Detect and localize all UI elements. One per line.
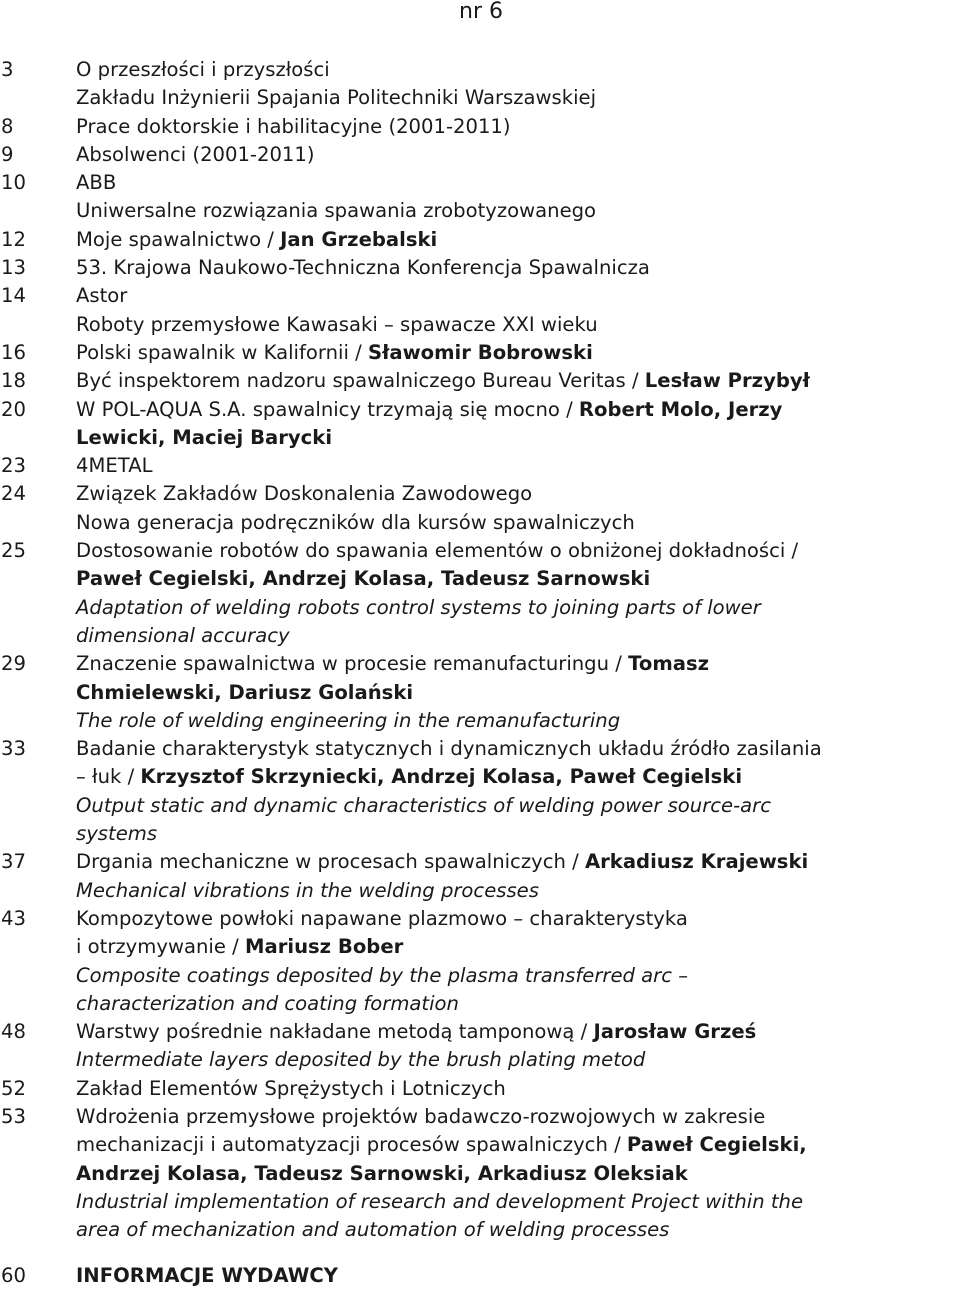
title-text: 53. Krajowa Naukowo-Techniczna Konferencja Spawalnicza [76, 256, 650, 280]
title-text: ABB [76, 171, 117, 195]
title-text: characterization and coating formation [76, 991, 459, 1015]
title-text: dimensional accuracy [76, 623, 290, 647]
title-line [76, 424, 960, 452]
english-title-line [76, 962, 960, 990]
toc-entry [0, 1103, 960, 1244]
author-names: Mariusz Bober [244, 935, 404, 959]
author-names: Paweł Cegielski, [626, 1133, 807, 1157]
page-number: 8 [1, 114, 14, 138]
page-number: 33 [1, 737, 26, 761]
english-title-line [76, 707, 960, 735]
english-title-line [76, 820, 960, 848]
title-text: 4METAL [76, 454, 153, 478]
title-line [76, 84, 960, 112]
page-number: 25 [1, 539, 26, 563]
title-text: Być inspektorem nadzoru spawalniczego Bureau Veritas / [76, 369, 645, 393]
title-line [76, 1262, 960, 1290]
entry-text [76, 1262, 960, 1290]
page-number: 23 [1, 454, 26, 478]
entry-text [76, 169, 960, 226]
toc-entry [0, 141, 960, 169]
title-line [76, 537, 960, 565]
toc-entry [0, 169, 960, 226]
entry-text [76, 1018, 960, 1075]
title-line [76, 509, 960, 537]
page-number: 48 [1, 1020, 26, 1044]
author-names: Lesław Przybył [644, 369, 810, 393]
page-number: 29 [1, 652, 26, 676]
entry-text [76, 367, 960, 395]
author-names: Sławomir Bobrowski [367, 340, 593, 364]
entry-text [76, 1075, 960, 1103]
toc-entry [0, 396, 960, 453]
entry-text [76, 905, 960, 1018]
title-line [76, 1131, 960, 1159]
title-text: Polski spawalnik w Kalifornii / [76, 340, 368, 364]
title-line [76, 339, 960, 367]
issue-number: nr 6 [459, 0, 503, 24]
entry-text [76, 226, 960, 254]
page-number: 24 [1, 482, 26, 506]
toc-entry [0, 339, 960, 367]
entry-text [76, 56, 960, 113]
title-line [76, 480, 960, 508]
entry-text [76, 113, 960, 141]
english-title-line [76, 1046, 960, 1074]
toc-entry [0, 1262, 960, 1290]
title-line [76, 565, 960, 593]
title-line [76, 905, 960, 933]
title-line [76, 254, 960, 282]
english-title-line [76, 1188, 960, 1216]
title-text: mechanizacji i automatyzacji procesów spawalniczych / [76, 1133, 627, 1157]
title-text: Absolwenci (2001-2011) [76, 142, 315, 166]
page-number: 60 [1, 1264, 26, 1288]
toc-entry [0, 56, 960, 113]
author-names: Andrzej Kolasa, Tadeusz Sarnowski, Arkadiusz Oleksiak [76, 1161, 688, 1185]
title-line [76, 169, 960, 197]
entry-text [76, 254, 960, 282]
title-line [76, 1018, 960, 1046]
title-line [76, 848, 960, 876]
title-text: O przeszłości i przyszłości [76, 58, 330, 81]
page-number: 12 [1, 227, 26, 251]
author-names: Arkadiusz Krajewski [584, 850, 809, 874]
toc-entry [0, 735, 960, 848]
title-line [76, 679, 960, 707]
toc-entry [0, 650, 960, 735]
entry-text [76, 396, 960, 453]
toc-entry [0, 848, 960, 905]
title-line [76, 1075, 960, 1103]
title-line [76, 650, 960, 678]
page-number: 10 [1, 171, 26, 195]
toc-entry [0, 537, 960, 650]
english-title-line [76, 1216, 960, 1244]
title-line [76, 735, 960, 763]
page-number: 3 [1, 58, 14, 81]
author-names: Jarosław Grześ [593, 1020, 757, 1044]
toc-entry [0, 254, 960, 282]
title-text: Dostosowanie robotów do spawania elementów o obniżonej dokładności / [76, 539, 799, 563]
english-title-line [76, 594, 960, 622]
author-names: Chmielewski, Dariusz Golański [76, 680, 414, 704]
author-names: Lewicki, Maciej Barycki [76, 425, 333, 449]
title-line [76, 282, 960, 310]
toc-entry [0, 1075, 960, 1103]
title-text: Nowa generacja podręczników dla kursów spawalniczych [76, 510, 635, 534]
page-number: 16 [1, 340, 26, 364]
title-text: Prace doktorskie i habilitacyjne (2001-2011) [76, 114, 511, 138]
toc-entry [0, 905, 960, 1018]
author-names: Krzysztof Skrzyniecki, Andrzej Kolasa, Paweł Cegielski [140, 765, 743, 789]
entry-text [76, 537, 960, 650]
title-line [76, 1103, 960, 1131]
title-line [76, 226, 960, 254]
title-text: W POL-AQUA S.A. spawalnicy trzymają się mocno / [76, 397, 579, 421]
title-text: Warstwy pośrednie nakładane metodą tamponową / [76, 1020, 594, 1044]
title-line [76, 311, 960, 339]
title-text: Zakładu Inżynierii Spajania Politechniki Warszawskiej [76, 86, 597, 110]
entry-text [76, 452, 960, 480]
title-line [76, 1160, 960, 1188]
toc-entry [0, 226, 960, 254]
english-title-line [76, 622, 960, 650]
page-number: 14 [1, 284, 26, 308]
title-line [76, 56, 960, 84]
title-text: The role of welding engineering in the remanufacturing [76, 708, 621, 732]
title-text: Zakład Elementów Sprężystych i Lotniczych [76, 1076, 506, 1100]
title-text: Astor [76, 284, 128, 308]
page-number: 20 [1, 397, 26, 421]
entry-text [76, 1103, 960, 1244]
english-title-line [76, 877, 960, 905]
title-text: Composite coatings deposited by the plasma transferred arc – [76, 963, 689, 987]
page-number: 53 [1, 1104, 26, 1128]
english-title-line [76, 990, 960, 1018]
title-text: Kompozytowe powłoki napawane plazmowo – charakterystyka [76, 906, 688, 930]
title-line [76, 933, 960, 961]
toc-entry [0, 282, 960, 339]
page-number: 52 [1, 1076, 26, 1100]
title-text: Intermediate layers deposited by the brush plating metod [76, 1048, 646, 1072]
title-line [76, 113, 960, 141]
page-number: 9 [1, 142, 14, 166]
author-names: INFORMACJE WYDAWCY [76, 1264, 338, 1288]
page-number: 43 [1, 906, 26, 930]
toc-entry [0, 367, 960, 395]
title-text: Mechanical vibrations in the welding processes [76, 878, 539, 902]
title-line [76, 367, 960, 395]
title-line [76, 197, 960, 225]
entry-text [76, 735, 960, 848]
english-title-line [76, 792, 960, 820]
title-text: Badanie charakterystyk statycznych i dynamicznych układu źródło zasilania [76, 737, 822, 761]
title-line [76, 763, 960, 791]
title-line [76, 452, 960, 480]
page-number: 13 [1, 256, 26, 280]
author-names: Jan Grzebalski [280, 227, 438, 251]
page-number: 18 [1, 369, 26, 393]
title-text: Roboty przemysłowe Kawasaki – spawacze XXI wieku [76, 312, 598, 336]
entry-text [76, 480, 960, 537]
entry-text [76, 282, 960, 339]
toc-entry [0, 452, 960, 480]
title-text: Związek Zakładów Doskonalenia Zawodowego [76, 482, 533, 506]
entry-text [76, 141, 960, 169]
title-text: Drgania mechaniczne w procesach spawalniczych / [76, 850, 585, 874]
title-text: Output static and dynamic characteristics of welding power source-arc [76, 793, 772, 817]
title-text: Moje spawalnictwo / [76, 227, 281, 251]
title-text: area of mechanization and automation of welding processes [76, 1218, 670, 1242]
title-text: Uniwersalne rozwiązania spawania zrobotyzowanego [76, 199, 597, 223]
title-text: systems [76, 822, 158, 846]
entry-text [76, 848, 960, 905]
title-text: Znaczenie spawalnictwa w procesie remanufacturingu / [76, 652, 629, 676]
title-text: Adaptation of welding robots control systems to joining parts of lower [76, 595, 761, 619]
toc-entry [0, 1018, 960, 1075]
title-text: – łuk / [76, 765, 141, 789]
table-of-contents [0, 56, 960, 1291]
title-text: i otrzymywanie / [76, 935, 245, 959]
author-names: Tomasz [628, 652, 710, 676]
title-text: Industrial implementation of research and development Project within the [76, 1189, 803, 1213]
title-line [76, 396, 960, 424]
author-names: Robert Molo, Jerzy [578, 397, 783, 421]
entry-text [76, 339, 960, 367]
entry-text [76, 650, 960, 735]
title-text: Wdrożenia przemysłowe projektów badawczo-rozwojowych w zakresie [76, 1104, 766, 1128]
author-names: Paweł Cegielski, Andrzej Kolasa, Tadeusz Sarnowski [76, 567, 651, 591]
page-number: 37 [1, 850, 26, 874]
toc-entry [0, 113, 960, 141]
title-line [76, 141, 960, 169]
toc-entry [0, 480, 960, 537]
